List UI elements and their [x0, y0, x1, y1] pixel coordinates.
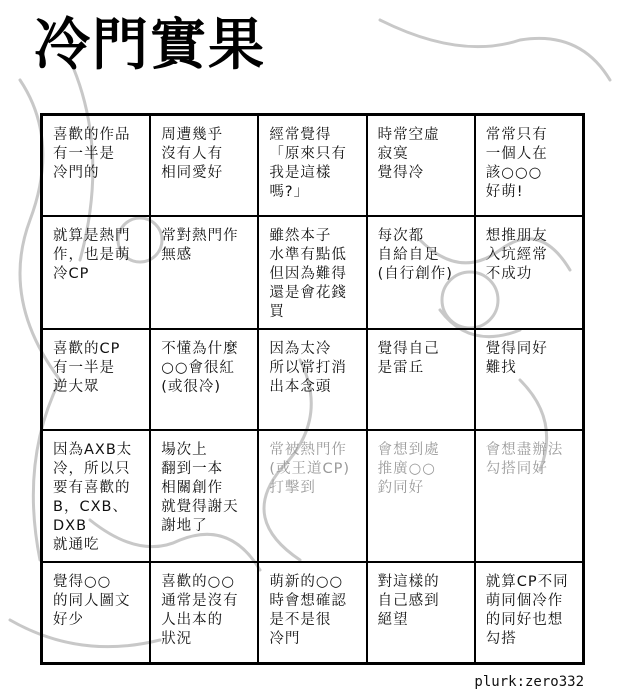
bingo-cell-9[interactable]: 每次都 自給自足 (自行創作)	[367, 216, 475, 329]
bingo-cell-10[interactable]: 想推朋友 入坑經常 不成功	[475, 216, 583, 329]
bingo-cell-13[interactable]: 因為太冷 所以常打消 出本念頭	[258, 329, 366, 430]
bingo-cell-3[interactable]: 經常覺得 「原來只有 我是這樣 嗎?」	[258, 115, 366, 216]
bingo-cell-12[interactable]: 不懂為什麼 ○○會很紅 (或很冷)	[150, 329, 258, 430]
bingo-cell-14[interactable]: 覺得自己 是雷丘	[367, 329, 475, 430]
bingo-cell-4[interactable]: 時常空虛 寂寞 覺得冷	[367, 115, 475, 216]
bingo-cell-1[interactable]: 喜歡的作品 有一半是 冷門的	[42, 115, 150, 216]
bingo-cell-7[interactable]: 常對熱門作 無感	[150, 216, 258, 329]
bingo-cell-8[interactable]: 雖然本子 水準有點低 但因為難得 還是會花錢 買	[258, 216, 366, 329]
bingo-cell-24[interactable]: 對這樣的 自己感到 絕望	[367, 562, 475, 663]
bingo-cell-21[interactable]: 覺得○○ 的同人圖文 好少	[42, 562, 150, 663]
bingo-cell-19[interactable]: 會想到處 推廣○○ 釣同好	[367, 430, 475, 562]
bingo-cell-20[interactable]: 會想盡辦法 勾搭同好	[475, 430, 583, 562]
bingo-cell-16[interactable]: 因為AXB太 冷，所以只 要有喜歡的 B，CXB、DXB 就通吃	[42, 430, 150, 562]
author-credit: plurk:zero332	[474, 674, 584, 690]
page-title: 冷門實果	[34, 13, 266, 78]
bingo-cell-2[interactable]: 周遭幾乎 沒有人有 相同愛好	[150, 115, 258, 216]
bingo-cell-11[interactable]: 喜歡的CP 有一半是 逆大眾	[42, 329, 150, 430]
bingo-cell-15[interactable]: 覺得同好 難找	[475, 329, 583, 430]
bingo-cell-17[interactable]: 場次上 翻到一本 相關創作 就覺得謝天 謝地了	[150, 430, 258, 562]
bingo-grid	[40, 113, 585, 665]
bingo-cell-6[interactable]: 就算是熱門 作，也是萌 冷CP	[42, 216, 150, 329]
bingo-cell-22[interactable]: 喜歡的○○ 通常是沒有 人出本的 狀況	[150, 562, 258, 663]
bingo-cell-18[interactable]: 常被熱門作 (或王道CP) 打擊到	[258, 430, 366, 562]
bingo-cell-23[interactable]: 萌新的○○ 時會想確認 是不是很 冷門	[258, 562, 366, 663]
bingo-cell-25[interactable]: 就算CP不同 萌同個冷作 的同好也想 勾搭	[475, 562, 583, 663]
bingo-cell-5[interactable]: 常常只有 一個人在 該○○○ 好萌!	[475, 115, 583, 216]
